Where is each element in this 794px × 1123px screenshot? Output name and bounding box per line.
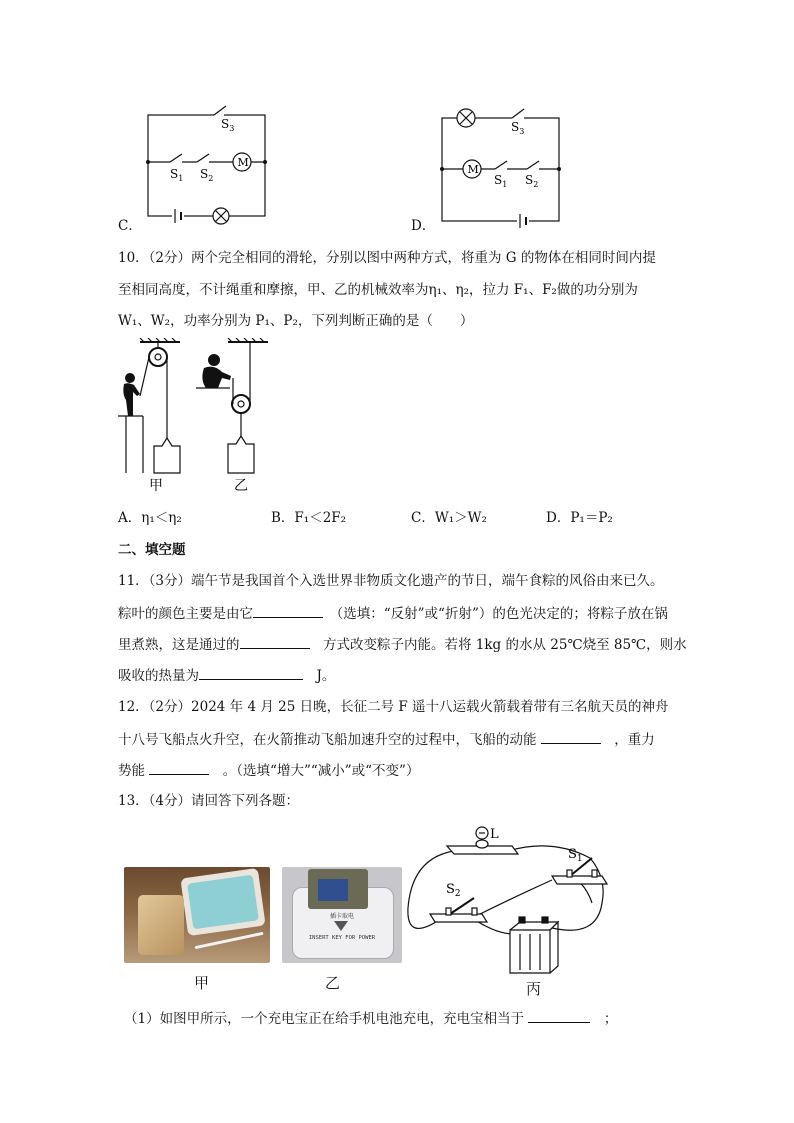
card-slot-label-bottom: INSERT KEY FOR POWER: [308, 935, 376, 941]
junction-dot: [557, 167, 561, 171]
pulley-figures: [118, 338, 278, 498]
circuit-d: [442, 109, 559, 228]
figure-label-jia: 甲: [194, 974, 210, 992]
figure-label-jia: 甲: [149, 478, 163, 494]
q11-line-4: [118, 665, 335, 686]
q11-text: J。: [316, 668, 336, 684]
q12-text: 势能: [118, 763, 145, 779]
section-title: 二、填空题: [118, 542, 186, 558]
junction-dot: [440, 167, 444, 171]
q13-line-1: 13．（4分）请回答下列各题：: [118, 793, 300, 809]
q13-sub-1: [124, 1008, 617, 1029]
switch-label-s3: $S_3$: [511, 120, 525, 136]
answer-blank[interactable]: [240, 634, 310, 649]
q11-line-1: 11．（3分）端午节是我国首个入选世界非物质文化遗产的节日，端午食粽的风俗由来已久。: [118, 573, 664, 589]
q13-text: （1）如图甲所示，一个充电宝正在给手机电池充电，充电宝相当于: [124, 1011, 525, 1027]
figure-label-yi: 乙: [234, 478, 248, 494]
option-c-label: C．: [118, 218, 142, 234]
q10-option-a: A．η₁＜η₂: [118, 510, 182, 526]
q11-text: 粽叶的颜色主要是由它: [118, 606, 253, 622]
q12-line-2: [118, 729, 655, 750]
q11-text: 吸收的热量为: [118, 668, 199, 684]
switch-label-s1: $S_1$: [568, 847, 583, 864]
answer-blank[interactable]: [149, 760, 209, 775]
q11-line-2: [118, 603, 668, 624]
q10-option-c: C．W₁＞W₂: [411, 510, 487, 526]
q10-line-1: 10．（2分）两个完全相同的滑轮，分别以图中两种方式，将重为 G 的物体在相同时间内提: [118, 250, 656, 266]
q11-text: 方式改变粽子内能。若将 1kg 的水从 25℃烧至 85℃，则水: [323, 637, 687, 653]
switch-label-s2: $S_2$: [200, 167, 214, 183]
q12-text: 十八号飞船点火升空，在火箭推动飞船加速升空的过程中，飞船的动能: [118, 732, 537, 748]
q10-line-2: 至相同高度，不计绳重和摩擦，甲、乙的机械效率为η₁、η₂，拉力 F₁、F₂做的功分别为: [118, 282, 638, 298]
fixed-pulley-figure: [140, 338, 180, 473]
q12-line-1: 12．（2分）2024 年 4 月 25 日晚，长征二号 F 遥十八运载火箭载着带有三名航天员的神舟: [118, 699, 669, 715]
q9-circuit-figures: [0, 0, 794, 240]
q10-line-3: W₁、W₂，功率分别为 P₁、P₂，下列判断正确的是（ ）: [118, 313, 474, 329]
motor-label: M: [237, 156, 249, 169]
q13-text: ；: [603, 1011, 618, 1027]
person-yi: [202, 354, 231, 388]
q12-text: 。（选填“增大”“减小”或“不变”）: [222, 763, 420, 779]
answer-blank[interactable]: [541, 729, 601, 744]
physical-circuit-figure: [402, 818, 612, 988]
person-jia: [123, 373, 140, 416]
key-card: [308, 869, 368, 909]
q11-line-3: [118, 634, 687, 655]
switch-label-s2: $S_2$: [525, 173, 539, 189]
phone-shape: [180, 868, 265, 936]
switch-label-s1: $S_1$: [494, 173, 508, 189]
answer-blank[interactable]: [253, 603, 323, 618]
junction-dot: [146, 160, 150, 164]
power-bank-photo: [124, 867, 270, 963]
power-bank-shape: [138, 895, 184, 955]
card-slot-label-top: 插卡取电: [329, 913, 354, 920]
answer-blank[interactable]: [199, 665, 303, 680]
q12-line-3: [118, 760, 419, 781]
q11-text: （选填：“反射”或“折射”）的色光决定的；将粽子放在锅: [336, 606, 668, 622]
lamp-label: L: [490, 827, 499, 842]
q11-text: 里煮熟，这是通过的: [118, 637, 240, 653]
switch-label-s1: $S_1$: [170, 167, 184, 183]
option-d-label: D．: [411, 218, 436, 234]
movable-pulley-figure: [228, 338, 268, 473]
q10-option-d: D．P₁＝P₂: [546, 510, 613, 526]
figure-label-yi: 乙: [325, 974, 341, 992]
motor-label: M: [467, 163, 479, 176]
q12-text: ，重力: [614, 732, 655, 748]
switch-label-s2: $S_2$: [446, 882, 461, 899]
card-slot-photo: [282, 867, 402, 963]
figure-label-bing: 丙: [526, 980, 542, 998]
junction-dot: [263, 160, 267, 164]
answer-blank[interactable]: [528, 1008, 590, 1023]
switch-label-s3: $S_3$: [221, 117, 235, 133]
q10-option-b: B．F₁＜2F₂: [271, 510, 347, 526]
